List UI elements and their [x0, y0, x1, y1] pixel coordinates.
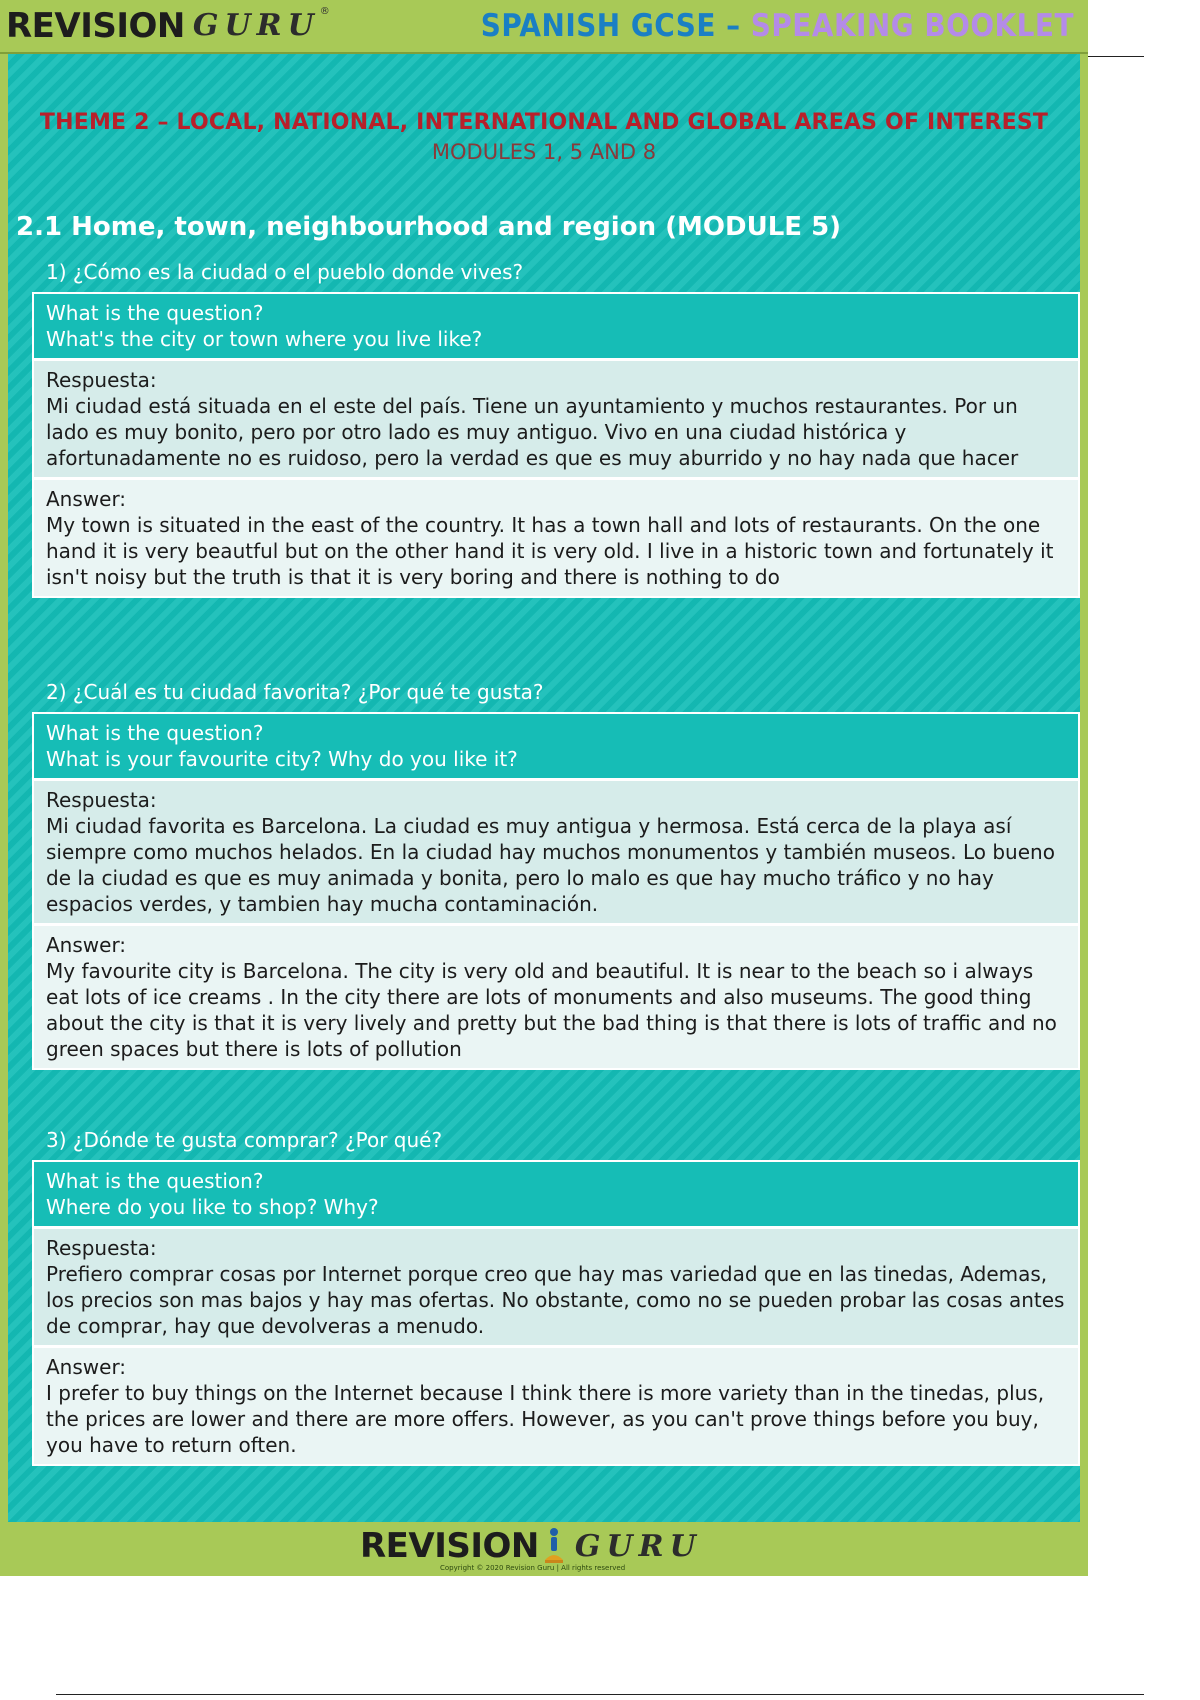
- question-heading: 3) ¿Dónde te gusta comprar? ¿Por qué?: [46, 1128, 443, 1152]
- question-label: What is the question?: [46, 301, 264, 325]
- spanish-answer-cell: [34, 1229, 1078, 1348]
- spanish-answer-label: Respuesta:: [46, 368, 157, 392]
- spanish-answer-cell: [34, 361, 1078, 480]
- modules-subtitle: MODULES 1, 5 AND 8: [431, 140, 657, 164]
- booklet-title-type: SPEAKING BOOKLET: [750, 8, 1074, 44]
- spanish-answer-label: Respuesta:: [46, 1236, 157, 1260]
- revision-guru-logo: [6, 4, 330, 48]
- spanish-answer-text: Mi ciudad favorita es Barcelona. La ciudad es muy antigua y hermosa. Está cerca de la playa así siempre como muchos helados. En la ciudad hay muchos monumentos y también museos. Lo bueno de la ciudad es que es muy animada y bonita, pero lo malo es que hay mucho tráfico y no hay espacios verdes, y tambien hay mucha contaminación.: [46, 814, 1055, 916]
- question-heading: 2) ¿Cuál es tu ciudad favorita? ¿Por qué te gusta?: [46, 680, 544, 704]
- footer-logo-revision: REVISION: [360, 1526, 539, 1566]
- question-translation: Where do you like to shop? Why?: [46, 1195, 379, 1219]
- registered-mark: ®: [319, 6, 330, 17]
- footer-logo-guru: GURU: [574, 1528, 702, 1564]
- english-answer-text: I prefer to buy things on the Internet because I think there is more variety than in the tinedas, plus, the prices are lower and there are more offers. However, as you can't prove things before you buy, you have to return often.: [46, 1381, 1045, 1457]
- question-heading: 1) ¿Cómo es la ciudad o el pueblo donde vives?: [46, 260, 524, 284]
- booklet-title: [481, 6, 1074, 46]
- question-label: What is the question?: [46, 1169, 264, 1193]
- english-answer-cell: [34, 926, 1078, 1068]
- section-title: 2.1 Home, town, neighbourhood and region (MODULE 5): [16, 212, 842, 242]
- english-answer-text: My favourite city is Barcelona. The city is very old and beautiful. It is near to the beach so i always eat lots of ice creams . In the city there are lots of monuments and also museums. The good thing about the city is that it is very lively and pretty but the bad thing is that there is lots of traffic and no green spaces but there is lots of pollution: [46, 959, 1057, 1061]
- booklet-title-subject: SPANISH GCSE –: [480, 8, 751, 44]
- english-answer-text: My town is situated in the east of the country. It has a town hall and lots of restaurants. On the one hand it is very beautful but on the other hand it is very old. I live in a historic town and fortunately it isn't noisy but the truth is that it is very boring and there is nothing to do: [46, 513, 1054, 589]
- spanish-answer-cell: [34, 781, 1078, 926]
- logo-revision-text: REVISION: [6, 6, 185, 46]
- logo-guru-text: GURU: [192, 8, 320, 43]
- question-box: [32, 712, 1080, 1070]
- english-answer-label: Answer:: [46, 487, 127, 511]
- footer-copyright: Copyright © 2020 Revision Guru | All rights reserved: [440, 1564, 626, 1572]
- question-box: [32, 1160, 1080, 1466]
- theme-title: THEME 2 – LOCAL, NATIONAL, INTERNATIONAL AND GLOBAL AREAS OF INTEREST: [39, 110, 1049, 135]
- header-band: [0, 0, 1088, 54]
- spanish-answer-text: Mi ciudad está situada en el este del país. Tiene un ayuntamiento y muchos restaurantes. Por un lado es muy bonito, pero por otro lado es muy antiguo. Vivo en una ciudad histórica y afortunadamente no es ruidoso, pero la verdad es que es muy aburrido y no hay nada que hacer: [46, 394, 1019, 470]
- english-answer-cell: [34, 1348, 1078, 1464]
- bottom-rule: [56, 1694, 1144, 1695]
- question-cell: [34, 294, 1078, 361]
- spanish-answer-text: Prefiero comprar cosas por Internet porque creo que hay mas variedad que en las tinedas, Ademas, los precios son mas bajos y hay mas ofertas. No obstante, como no se pueden probar las cosas antes de comprar, hay que devolveras a menudo.: [46, 1262, 1065, 1338]
- guru-figure-icon: [543, 1526, 565, 1566]
- footer-band: [0, 1522, 1088, 1576]
- question-cell: [34, 714, 1078, 781]
- question-translation: What is your favourite city? Why do you like it?: [46, 747, 518, 771]
- question-box: [32, 292, 1080, 598]
- content-panel: [0, 54, 1088, 1522]
- footer-logo: [360, 1526, 702, 1566]
- english-answer-label: Answer:: [46, 933, 127, 957]
- english-answer-cell: [34, 480, 1078, 596]
- question-cell: [34, 1162, 1078, 1229]
- question-translation: What's the city or town where you live like?: [46, 327, 483, 351]
- spanish-answer-label: Respuesta:: [46, 788, 157, 812]
- english-answer-label: Answer:: [46, 1355, 127, 1379]
- header-rule: [1088, 56, 1144, 57]
- question-label: What is the question?: [46, 721, 264, 745]
